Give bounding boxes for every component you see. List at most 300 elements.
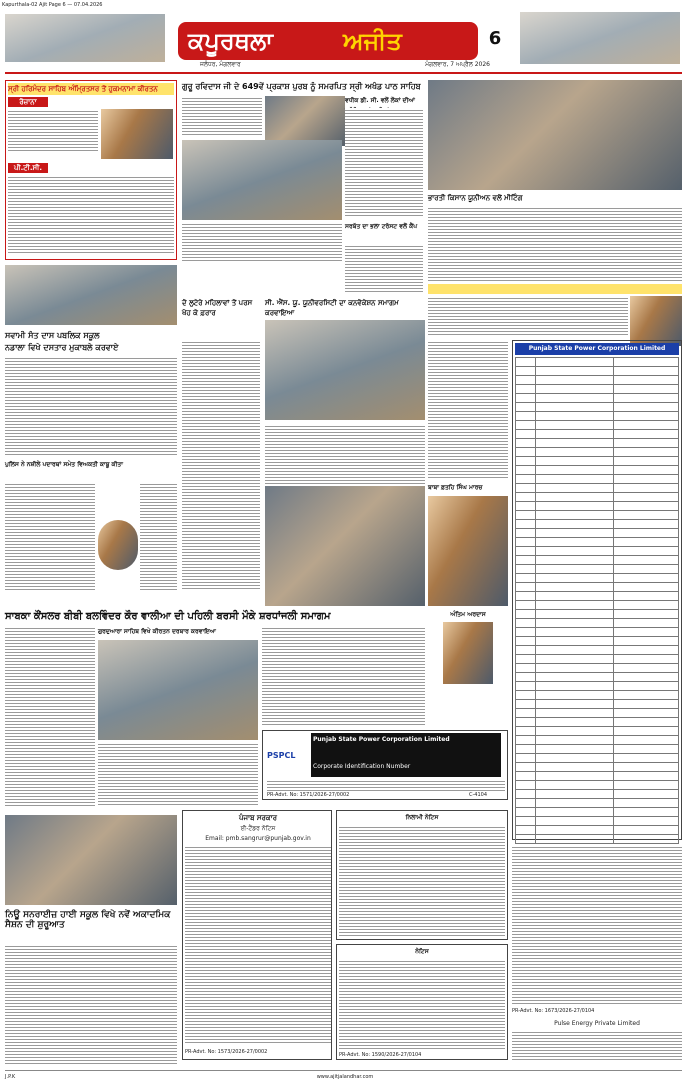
- table-cell: [516, 367, 536, 376]
- table-row: [516, 421, 679, 430]
- pspcl-title: Punjab State Power Corporation Limited: [515, 343, 679, 355]
- table-row: [516, 502, 679, 511]
- table-cell: [535, 808, 613, 817]
- table-row: [516, 745, 679, 754]
- left-top-text-2: [8, 175, 174, 255]
- table-cell: [535, 493, 613, 502]
- article-1-photo-2: [182, 140, 342, 220]
- table-cell: [535, 619, 613, 628]
- table-row: [516, 466, 679, 475]
- pspcl-table: [515, 357, 679, 837]
- pr-advt-2: PR-Advt. No: 1673/2026-27/0104: [512, 1008, 595, 1014]
- table-cell: [516, 475, 536, 484]
- table-row: [516, 646, 679, 655]
- table-cell: [516, 628, 536, 637]
- table-cell: [535, 358, 613, 367]
- print-slug: Kapurthala-02 Ajit Page 6 — 07.04.2026: [2, 2, 103, 8]
- headline-3: ਸਰਬੱਤ ਦਾ ਭਲਾ ਟਰੱਸਟ ਵਲੋਂ ਕੈਂਪ: [345, 223, 418, 230]
- table-cell: [535, 799, 613, 808]
- table-row: [516, 763, 679, 772]
- table-row: [516, 727, 679, 736]
- table-cell: [516, 673, 536, 682]
- table-row: [516, 439, 679, 448]
- portrait-photo: [630, 296, 682, 346]
- table-cell: [613, 385, 678, 394]
- table-row: [516, 493, 679, 502]
- bottom-right-text: [512, 1030, 682, 1060]
- table-cell: [516, 646, 536, 655]
- table-cell: [535, 781, 613, 790]
- table-cell: [535, 709, 613, 718]
- center-text-col: [428, 340, 508, 480]
- headline-4b: ਨਡਾਲਾ ਵਿਖੇ ਦਸਤਾਰ ਮੁਕਾਬਲੇ ਕਰਵਾਏ: [5, 343, 119, 352]
- table-cell: [535, 484, 613, 493]
- table-cell: [613, 556, 678, 565]
- table-cell: [535, 601, 613, 610]
- table-cell: [613, 583, 678, 592]
- table-cell: [516, 421, 536, 430]
- table-cell: [516, 601, 536, 610]
- article-1-photo: [265, 96, 345, 146]
- table-cell: [516, 403, 536, 412]
- table-cell: [535, 376, 613, 385]
- article-9-text: [5, 626, 95, 806]
- table-cell: [535, 448, 613, 457]
- article-9-text-2: [262, 626, 425, 726]
- table-cell: [613, 808, 678, 817]
- ptc-label: ਪੀ.ਟੀ.ਸੀ.: [8, 163, 48, 173]
- table-cell: [516, 772, 536, 781]
- page-number: 6: [488, 28, 502, 49]
- pspcl-ad-code: C-4104: [469, 792, 488, 798]
- daily-label: ਰੋਜ਼ਾਨਾ: [8, 97, 48, 107]
- headline-8: ਬਾਬਾ ਫ਼ਤਹਿ ਸਿੰਘ ਮਾਰਚ: [428, 484, 483, 491]
- table-cell: [535, 736, 613, 745]
- article-4-text: [5, 356, 177, 456]
- table-cell: [613, 403, 678, 412]
- table-cell: [613, 565, 678, 574]
- table-cell: [613, 772, 678, 781]
- table-cell: [535, 835, 613, 844]
- table-cell: [613, 763, 678, 772]
- table-cell: [516, 394, 536, 403]
- table-cell: [613, 394, 678, 403]
- article-11-text: [5, 944, 177, 1064]
- table-cell: [516, 808, 536, 817]
- table-row: [516, 772, 679, 781]
- table-row: [516, 808, 679, 817]
- table-cell: [535, 691, 613, 700]
- pspcl-ad-text: [267, 779, 505, 791]
- table-cell: [516, 493, 536, 502]
- table-cell: [535, 682, 613, 691]
- left-top-box: [5, 80, 177, 260]
- table-cell: [535, 646, 613, 655]
- table-cell: [613, 493, 678, 502]
- table-cell: [535, 727, 613, 736]
- table-cell: [516, 745, 536, 754]
- headline-10: ਗੁਰਦੁਆਰਾ ਸਾਹਿਬ ਵਿਖੇ ਕੀਰਤਨ ਦਰਬਾਰ ਕਰਵਾਇਆ: [98, 628, 216, 635]
- article-1-text: [182, 96, 262, 136]
- table-row: [516, 430, 679, 439]
- table-cell: [516, 835, 536, 844]
- table-cell: [613, 745, 678, 754]
- masthead-rule: [5, 72, 682, 74]
- table-row: [516, 448, 679, 457]
- table-cell: [516, 709, 536, 718]
- table-cell: [516, 655, 536, 664]
- tender-email: Email: pmb.sangrur@punjab.gov.in: [205, 835, 311, 842]
- table-cell: [613, 736, 678, 745]
- table-row: [516, 799, 679, 808]
- table-cell: [535, 664, 613, 673]
- pr-advt-3: PR-Advt. No: 1573/2026-27/0002: [185, 1049, 268, 1055]
- table-cell: [535, 700, 613, 709]
- table-cell: [613, 664, 678, 673]
- table-row: [516, 556, 679, 565]
- table-cell: [535, 421, 613, 430]
- table-cell: [613, 502, 678, 511]
- table-cell: [535, 610, 613, 619]
- table-cell: [613, 538, 678, 547]
- headline-2: ਵਧੀਕ ਡੀ. ਸੀ. ਵਲੋਂ ਲੋਕਾਂ ਦੀਆਂ: [345, 97, 415, 104]
- headline-6: ਦੋ ਲੁਟੇਰੇ ਮਹਿਲਾਵਾਂ ਤੋਂ ਪਰਸ ਖੋਹ ਕੇ ਫ਼ਰਾਰ: [182, 299, 253, 317]
- table-cell: [516, 448, 536, 457]
- notice-1-title: ਨਿਲਾਮੀ ਨੋਟਿਸ: [405, 814, 439, 821]
- table-cell: [516, 736, 536, 745]
- kirtan-photo: [98, 640, 258, 740]
- table-cell: [613, 700, 678, 709]
- table-row: [516, 484, 679, 493]
- table-row: [516, 385, 679, 394]
- table-row: [516, 358, 679, 367]
- tender-sub: ਈ-ਟੈਂਡਰ ਨੋਟਿਸ: [240, 825, 276, 832]
- pspcl-ad: [262, 730, 508, 800]
- sunrise-school-photo: [5, 815, 177, 905]
- table-row: [516, 547, 679, 556]
- table-row: [516, 574, 679, 583]
- table-row: [516, 538, 679, 547]
- table-cell: [535, 520, 613, 529]
- table-cell: [535, 439, 613, 448]
- table-cell: [535, 529, 613, 538]
- table-cell: [613, 466, 678, 475]
- table-cell: [535, 475, 613, 484]
- table-cell: [613, 790, 678, 799]
- table-cell: [613, 817, 678, 826]
- masthead: [0, 10, 687, 70]
- table-cell: [535, 655, 613, 664]
- article-10-text: [98, 742, 258, 806]
- table-cell: [516, 529, 536, 538]
- table-cell: [535, 385, 613, 394]
- table-cell: [516, 538, 536, 547]
- pspcl-table-grid: [515, 357, 679, 844]
- table-cell: [516, 412, 536, 421]
- table-cell: [613, 682, 678, 691]
- table-cell: [613, 835, 678, 844]
- obituary-title: ਅੰਤਿਮ ਅਰਦਾਸ: [450, 611, 486, 618]
- table-cell: [516, 547, 536, 556]
- table-row: [516, 736, 679, 745]
- table-cell: [613, 412, 678, 421]
- footer-left: J.P.K: [5, 1074, 16, 1080]
- school-photo: [5, 265, 177, 325]
- table-row: [516, 790, 679, 799]
- article-5-text: [5, 482, 95, 592]
- table-cell: [535, 754, 613, 763]
- table-cell: [613, 439, 678, 448]
- table-cell: [535, 718, 613, 727]
- table-cell: [516, 592, 536, 601]
- table-cell: [535, 745, 613, 754]
- notice-2-title: ਨੋਟਿਸ: [415, 948, 429, 955]
- left-top-text-1: [8, 109, 98, 153]
- pspcl-notice: [512, 340, 682, 840]
- table-cell: [516, 610, 536, 619]
- table-cell: [613, 619, 678, 628]
- obituary-box: [428, 610, 508, 690]
- obituary-photo: [443, 622, 493, 684]
- table-row: [516, 709, 679, 718]
- pspcl-logo: PSPCL: [267, 751, 296, 760]
- table-cell: [516, 439, 536, 448]
- article-2-text: [345, 108, 423, 218]
- pspcl-ad-banner: [311, 733, 501, 777]
- table-row: [516, 583, 679, 592]
- table-cell: [613, 655, 678, 664]
- notice-box-1: [336, 810, 508, 940]
- table-cell: [613, 358, 678, 367]
- headline-7: ਸੀ. ਐੱਸ. ਯੂ. ਯੂਨੀਵਰਸਿਟੀ ਦਾ ਕਨਵੋਕੇਸ਼ਨ ਸਮਾਗਮ ਕਰਵਾਇਆ: [265, 299, 399, 317]
- table-cell: [613, 727, 678, 736]
- pr-advt-1: PR-Advt. No: 1571/2026-27/0002: [267, 792, 350, 798]
- march-photo: [428, 496, 508, 606]
- table-cell: [535, 826, 613, 835]
- table-cell: [516, 799, 536, 808]
- table-cell: [516, 484, 536, 493]
- table-cell: [535, 547, 613, 556]
- table-cell: [516, 385, 536, 394]
- table-cell: [516, 583, 536, 592]
- masthead-date: ਮੰਗਲਵਾਰ, 7 ਅਪ੍ਰੈਲ 2026: [425, 61, 490, 68]
- article-6-text: [182, 340, 260, 590]
- article-7-text: [265, 424, 425, 484]
- article-3-text: [345, 244, 423, 294]
- table-row: [516, 376, 679, 385]
- article-1-text-2: [182, 222, 342, 262]
- masthead-right-photo: [520, 12, 680, 64]
- tender-text: [185, 845, 331, 1045]
- headline-5: ਪੁਲਿਸ ਨੇ ਨਸ਼ੀਲੇ ਪਦਾਰਥਾਂ ਸਮੇਤ ਵਿਅਕਤੀ ਕਾਬੂ ਕੀਤਾ: [5, 461, 123, 468]
- table-cell: [516, 457, 536, 466]
- top-right-photo: [428, 80, 682, 190]
- table-cell: [613, 673, 678, 682]
- masthead-sub: ਜਲੰਧਰ, ਮੰਗਲਵਾਰ: [200, 61, 241, 68]
- footer-rule: [5, 1070, 682, 1071]
- table-cell: [516, 826, 536, 835]
- pspcl-ad-title: Punjab State Power Corporation Limited: [313, 736, 450, 743]
- table-cell: [516, 700, 536, 709]
- table-cell: [516, 727, 536, 736]
- table-row: [516, 367, 679, 376]
- table-cell: [613, 376, 678, 385]
- table-cell: [613, 718, 678, 727]
- table-row: [516, 412, 679, 421]
- table-cell: [516, 358, 536, 367]
- headline-4: ਸਵਾਮੀ ਸੰਤ ਦਾਸ ਪਬਲਿਕ ਸਕੂਲ: [5, 331, 100, 340]
- brand-title: ਅਜੀਤ: [343, 27, 402, 55]
- table-cell: [535, 637, 613, 646]
- table-cell: [516, 763, 536, 772]
- table-cell: [613, 367, 678, 376]
- table-cell: [516, 637, 536, 646]
- table-row: [516, 817, 679, 826]
- table-cell: [516, 430, 536, 439]
- event-photo: [265, 486, 425, 606]
- table-row: [516, 529, 679, 538]
- table-row: [516, 682, 679, 691]
- notice-2-text: [339, 959, 505, 1051]
- city-title: ਕਪੂਰਥਲਾ: [188, 27, 274, 55]
- tender-title: ਪੰਜਾਬ ਸਰਕਾਰ: [238, 814, 277, 822]
- table-cell: [535, 403, 613, 412]
- table-cell: [535, 583, 613, 592]
- table-cell: [516, 817, 536, 826]
- masthead-banner: [178, 22, 478, 60]
- table-cell: [535, 790, 613, 799]
- table-cell: [535, 538, 613, 547]
- table-cell: [516, 565, 536, 574]
- person-photo: [98, 520, 138, 570]
- table-row: [516, 403, 679, 412]
- masthead-left-photo: [5, 14, 165, 62]
- table-row: [516, 718, 679, 727]
- top-right-headline: ਭਾਰਤੀ ਕਿਸਾਨ ਯੂਨੀਅਨ ਵਲੋਂ ਮੀਟਿੰਗ: [428, 194, 523, 202]
- top-right-strip: [428, 284, 682, 294]
- table-row: [516, 754, 679, 763]
- golden-temple-photo: [101, 109, 173, 159]
- table-cell: [516, 511, 536, 520]
- table-cell: [613, 709, 678, 718]
- convocation-photo: [265, 320, 425, 420]
- table-cell: [516, 781, 536, 790]
- table-cell: [516, 790, 536, 799]
- table-cell: [535, 817, 613, 826]
- table-row: [516, 394, 679, 403]
- hukamnama-title: ਸ੍ਰੀ ਹਰਿਮੰਦਰ ਸਾਹਿਬ ਅੰਮ੍ਰਿਤਸਰ ਤੋਂ ਹੁਕਮਨਾਮਾ ਕੀਰਤਨ: [8, 83, 174, 95]
- table-row: [516, 628, 679, 637]
- top-right-text-2: [428, 296, 628, 336]
- table-cell: [613, 529, 678, 538]
- table-cell: [613, 691, 678, 700]
- table-cell: [535, 673, 613, 682]
- table-cell: [535, 394, 613, 403]
- table-row: [516, 619, 679, 628]
- table-row: [516, 673, 679, 682]
- table-cell: [613, 826, 678, 835]
- table-row: [516, 457, 679, 466]
- pspcl-ad-sub: Corporate Identification Number: [313, 763, 411, 770]
- table-cell: [613, 799, 678, 808]
- table-row: [516, 781, 679, 790]
- table-cell: [613, 628, 678, 637]
- table-cell: [535, 592, 613, 601]
- table-cell: [516, 619, 536, 628]
- headline-11: ਨਿਊ ਸਨਰਾਈਜ਼ ਹਾਈ ਸਕੂਲ ਵਿਖੇ ਨਵੇਂ ਅਕਾਦਮਿਕ ਸੈਸ਼ਨ ਦੀ ਸ਼ੁਰੂਆਤ: [5, 910, 171, 930]
- notice-box-2: [336, 944, 508, 1060]
- table-row: [516, 601, 679, 610]
- table-cell: [516, 466, 536, 475]
- table-cell: [535, 466, 613, 475]
- table-cell: [516, 556, 536, 565]
- table-cell: [516, 502, 536, 511]
- table-row: [516, 835, 679, 844]
- table-cell: [613, 781, 678, 790]
- table-cell: [535, 772, 613, 781]
- table-cell: [535, 502, 613, 511]
- table-cell: [516, 376, 536, 385]
- table-row: [516, 565, 679, 574]
- table-cell: [516, 664, 536, 673]
- table-cell: [613, 511, 678, 520]
- bottom-right-company: Pulse Energy Private Limited: [554, 1020, 640, 1027]
- tender-notice: [182, 810, 332, 1060]
- table-cell: [535, 367, 613, 376]
- table-cell: [613, 754, 678, 763]
- headline-1: ਗੁਰੂ ਰਵਿਦਾਸ ਜੀ ਦੇ 649ਵੇਂ ਪ੍ਰਕਾਸ਼ ਪੁਰਬ ਨੂੰ ਸਮਰਪਿਤ ਸ੍ਰੀ ਅਖੰਡ ਪਾਠ ਸਾਹਿਬ: [182, 82, 421, 91]
- table-cell: [613, 601, 678, 610]
- table-cell: [613, 457, 678, 466]
- table-row: [516, 826, 679, 835]
- table-row: [516, 520, 679, 529]
- table-cell: [613, 574, 678, 583]
- table-cell: [613, 646, 678, 655]
- table-row: [516, 691, 679, 700]
- footer-mid: www.ajitjalandhar.com: [316, 1074, 374, 1080]
- table-row: [516, 664, 679, 673]
- article-5-text-2: [140, 482, 177, 592]
- top-right-text: [428, 206, 682, 282]
- table-cell: [535, 565, 613, 574]
- table-row: [516, 700, 679, 709]
- table-cell: [535, 628, 613, 637]
- table-cell: [516, 574, 536, 583]
- table-row: [516, 475, 679, 484]
- notice-1-text: [339, 825, 505, 937]
- table-cell: [613, 547, 678, 556]
- headline-9: ਸਾਬਕਾ ਕੌਂਸਲਰ ਬੀਬੀ ਬਲਵਿੰਦਰ ਕੌਰ ਵਾਲੀਆ ਦੀ ਪਹਿਲੀ ਬਰਸੀ ਮੌਕੇ ਸ਼ਰਧਾਂਜਲੀ ਸਮਾਗਮ: [5, 611, 331, 622]
- pr-advt-4: PR-Advt. No: 1590/2026-27/0104: [339, 1052, 422, 1058]
- table-cell: [516, 718, 536, 727]
- table-row: [516, 610, 679, 619]
- table-row: [516, 511, 679, 520]
- table-cell: [613, 430, 678, 439]
- table-cell: [516, 520, 536, 529]
- table-cell: [613, 484, 678, 493]
- table-cell: [535, 511, 613, 520]
- table-cell: [535, 574, 613, 583]
- table-cell: [613, 592, 678, 601]
- table-cell: [516, 691, 536, 700]
- table-cell: [613, 637, 678, 646]
- table-cell: [613, 475, 678, 484]
- table-cell: [535, 556, 613, 565]
- table-cell: [613, 448, 678, 457]
- table-cell: [535, 412, 613, 421]
- table-cell: [613, 610, 678, 619]
- right-lower-text: [512, 845, 682, 1005]
